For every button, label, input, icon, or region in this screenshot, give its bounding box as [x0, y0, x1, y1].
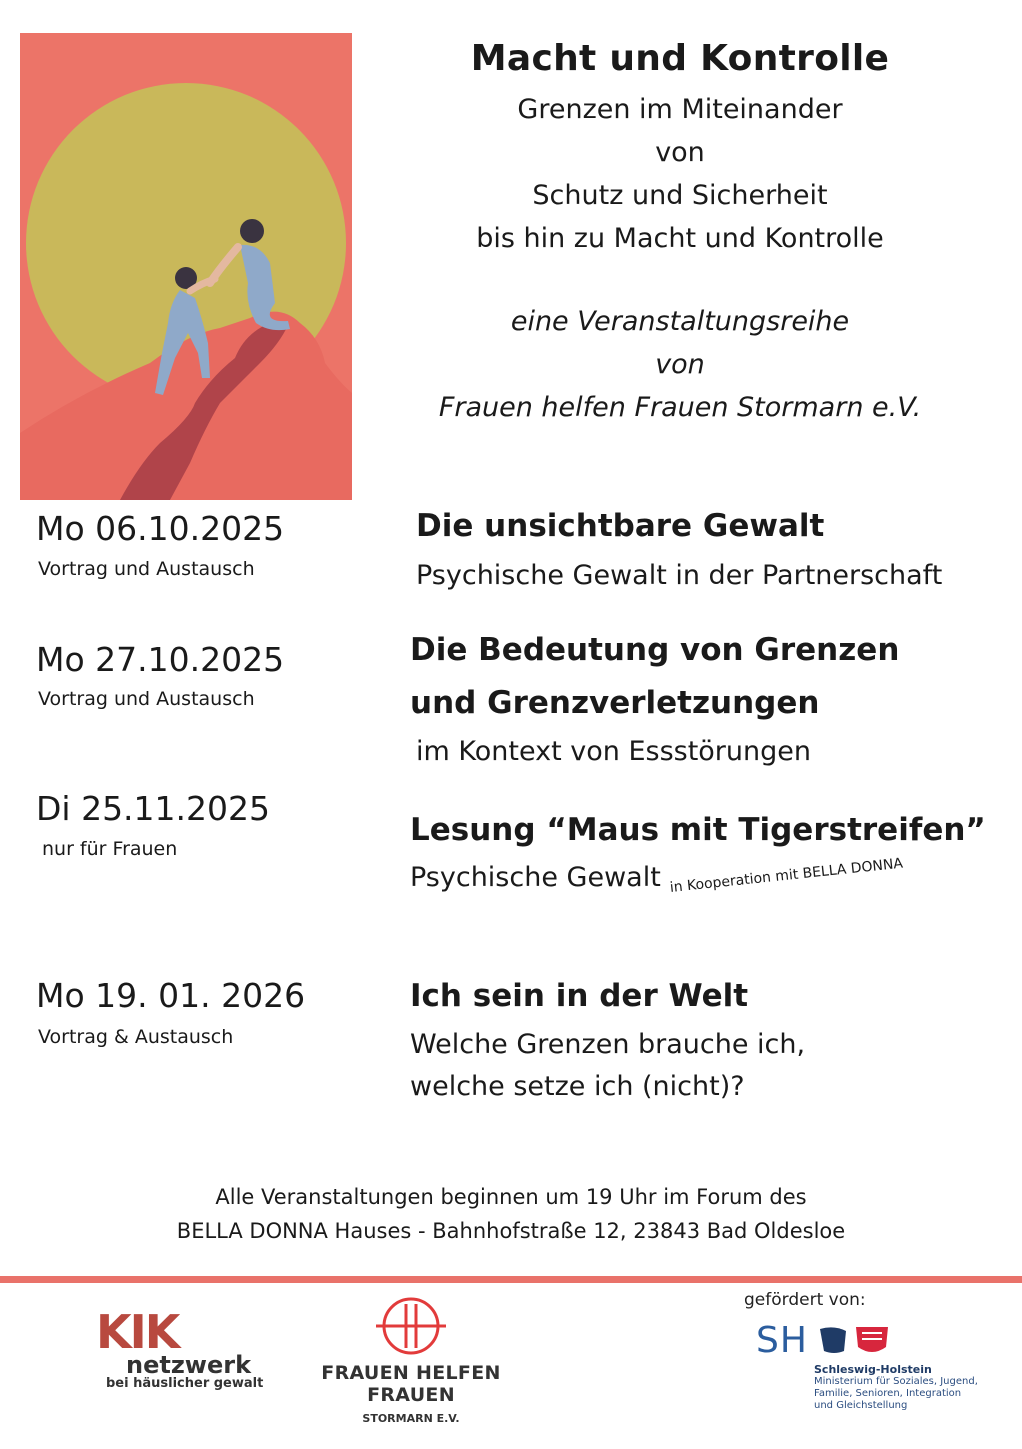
cooperation-note: in Kooperation mit BELLA DONNA [669, 855, 904, 896]
series-line: Frauen helfen Frauen Stormarn e.V. [438, 392, 922, 423]
event-subtitle: Psychische Gewalt [410, 862, 661, 893]
sponsor-block [744, 1290, 1004, 1412]
fhf-logo [296, 1296, 526, 1425]
footer-divider [0, 1276, 1022, 1283]
event-type: Vortrag & Austausch [38, 1026, 234, 1048]
subtitle-line: Schutz und Sicherheit [532, 180, 828, 211]
event-subtitle: Psychische Gewalt in der Partnerschaft [416, 560, 943, 591]
sh-ministry-line: Familie, Senioren, Integration [814, 1388, 962, 1399]
series-line: eine Veranstaltungsreihe [510, 306, 850, 337]
event-type: nur für Frauen [42, 838, 178, 860]
kik-logo-line: netzwerk [126, 1351, 252, 1379]
event-subtitle: im Kontext von Essstörungen [416, 736, 811, 767]
event-title: Lesung “Maus mit Tigerstreifen” [410, 812, 986, 848]
subtitle-line: von [655, 137, 705, 168]
fhf-emblem-icon [376, 1296, 446, 1358]
sh-ministry-line: Ministerium für Soziales, Jugend, [814, 1376, 978, 1387]
event-subtitle: welche setze ich (nicht)? [410, 1071, 745, 1102]
sh-abbreviation: SH [756, 1320, 808, 1361]
event-type: Vortrag und Austausch [38, 688, 255, 710]
sh-state-name: Schleswig-Holstein [814, 1363, 932, 1376]
event-title: Ich sein in der Welt [410, 978, 749, 1014]
kik-logo-tagline: bei häuslicher gewalt [106, 1376, 264, 1391]
sh-ministry-line: und Gleichstellung [814, 1400, 908, 1411]
venue-line: Alle Veranstaltungen beginnen um 19 Uhr im Forum des [215, 1185, 807, 1209]
series-block [380, 300, 980, 429]
fhf-logo-name: FRAUEN HELFEN FRAUEN [321, 1362, 501, 1406]
event-title: und Grenzverletzungen [410, 685, 820, 721]
event-date: Mo 06.10.2025 [36, 509, 285, 548]
series-line: von [655, 349, 705, 380]
sh-coat-of-arms-icon [816, 1323, 892, 1359]
event-subtitle: Welche Grenzen brauche ich, [410, 1029, 806, 1060]
event-date: Di 25.11.2025 [36, 789, 271, 828]
event-title: Die unsichtbare Gewalt [416, 508, 825, 544]
poster-title: Macht und Kontrolle [470, 38, 890, 79]
event-type: Vortrag und Austausch [38, 558, 255, 580]
kik-netzwerk-logo [96, 1305, 266, 1391]
event-date: Mo 19. 01. 2026 [36, 976, 306, 1015]
event-title: Die Bedeutung von Grenzen [410, 632, 900, 668]
subtitle-block [380, 88, 980, 260]
venue-info [0, 1180, 1022, 1248]
subtitle-line: Grenzen im Miteinander [517, 94, 843, 125]
subtitle-line: bis hin zu Macht und Kontrolle [476, 223, 884, 254]
poster-illustration [20, 33, 352, 500]
venue-line: BELLA DONNA Hauses - Bahnhofstraße 12, 23843 Bad Oldesloe [176, 1219, 846, 1243]
kik-logo-word: KIK [96, 1305, 179, 1359]
fhf-logo-sub: STORMARN E.V. [362, 1412, 460, 1425]
event-date: Mo 27.10.2025 [36, 640, 285, 679]
sponsor-label: gefördert von: [744, 1290, 866, 1310]
